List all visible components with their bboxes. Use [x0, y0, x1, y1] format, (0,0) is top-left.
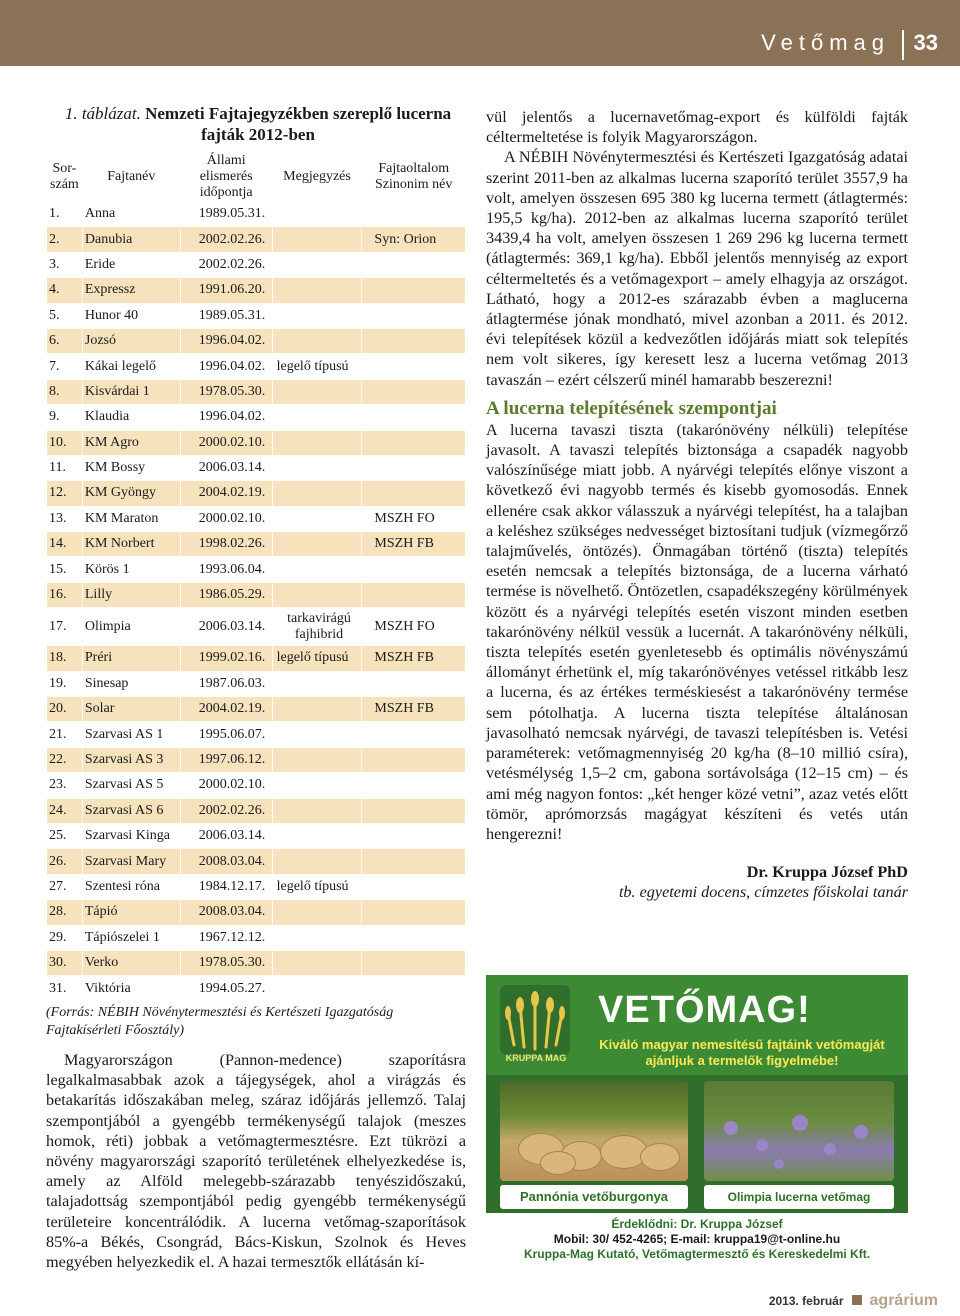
cell-number: 19.	[47, 671, 83, 696]
header-elismeres: Állami elismerés időpontja	[180, 153, 272, 202]
cell-protection	[362, 582, 466, 607]
cell-note	[272, 430, 362, 455]
cell-variety: Tápiószelei 1	[82, 925, 180, 950]
cell-number: 1.	[47, 202, 83, 227]
cell-date: 2000.02.10.	[180, 773, 272, 798]
ad-contact-details: Mobil: 30/ 452-4265; E-mail: kruppa19@t-online.hu	[553, 1232, 841, 1246]
cell-note	[272, 697, 362, 722]
cell-protection	[362, 303, 466, 328]
header-megjegyzes: Megjegyzés	[272, 153, 362, 202]
cell-note	[272, 202, 362, 227]
signature	[486, 862, 908, 902]
cell-protection	[362, 900, 466, 925]
cell-variety: Kisvárdai 1	[82, 379, 180, 404]
cell-number: 5.	[47, 303, 83, 328]
flower-shape	[724, 1121, 738, 1135]
table-row	[47, 379, 466, 404]
cell-variety: Olimpia	[82, 608, 180, 646]
page-number: 33	[913, 30, 938, 55]
cell-date: 2006.03.14.	[180, 608, 272, 646]
cell-number: 13.	[47, 506, 83, 531]
cell-number: 26.	[47, 849, 83, 874]
cell-note	[272, 722, 362, 747]
cell-variety: Lilly	[82, 582, 180, 607]
cell-protection	[362, 747, 466, 772]
cell-variety: Szarvasi AS 5	[82, 773, 180, 798]
table-row	[47, 202, 466, 227]
cell-note	[272, 925, 362, 950]
cell-date: 1987.06.03.	[180, 671, 272, 696]
cell-protection	[362, 773, 466, 798]
cell-protection	[362, 557, 466, 582]
table-row	[47, 722, 466, 747]
cell-variety: Sinesap	[82, 671, 180, 696]
cell-protection	[362, 455, 466, 480]
cell-note	[272, 481, 362, 506]
cell-protection	[362, 874, 466, 899]
cell-variety: Expressz	[82, 278, 180, 303]
table-row	[47, 252, 466, 277]
cell-number: 12.	[47, 481, 83, 506]
cell-variety: Kákai legelő	[82, 354, 180, 379]
advertisement	[486, 975, 908, 1275]
ad-contact-name: Érdeklődni: Dr. Kruppa József	[611, 1217, 783, 1231]
table-row	[47, 532, 466, 557]
cell-number: 29.	[47, 925, 83, 950]
cell-protection	[362, 252, 466, 277]
cell-variety: Szarvasi AS 6	[82, 798, 180, 823]
cell-protection	[362, 823, 466, 848]
header-fajtanev: Fajtanév	[82, 153, 180, 202]
author-title: tb. egyetemi docens, címzetes főiskolai tanár	[618, 883, 908, 902]
cell-date: 1993.06.04.	[180, 557, 272, 582]
cell-number: 28.	[47, 900, 83, 925]
cell-note	[272, 506, 362, 531]
cell-note	[272, 773, 362, 798]
cell-variety: Körös 1	[82, 557, 180, 582]
cell-date: 1978.05.30.	[180, 379, 272, 404]
right-column	[486, 107, 908, 903]
cell-protection	[362, 328, 466, 353]
cell-date: 2006.03.14.	[180, 823, 272, 848]
cell-variety: Danubia	[82, 227, 180, 252]
cell-note: tarkavirágú fajhibrid	[272, 608, 362, 646]
table-row	[47, 773, 466, 798]
cell-protection	[362, 202, 466, 227]
cell-variety: Szarvasi AS 1	[82, 722, 180, 747]
table-source-note: (Forrás: NÉBIH Növénytermesztési és Kertészeti Igazgatóság Fajtakísérleti Főosztály)	[46, 1005, 394, 1038]
table-row	[47, 697, 466, 722]
cell-variety: Viktória	[82, 976, 180, 1001]
cell-protection	[362, 671, 466, 696]
cell-note	[272, 849, 362, 874]
cell-date: 2002.02.26.	[180, 252, 272, 277]
paragraph-continuation: vül jelentős a lucernavetőmag-export és külföldi fajták céltermeltetése is folyik Magyarországon.	[486, 108, 908, 147]
cell-date: 1989.05.31.	[180, 202, 272, 227]
paragraph-statistics: A NÉBIH Növénytermesztési és Kertészeti Igazgatóság adatai szerint 2011-ben az alkalmas lucerna szaporító terület 3557,9 ha volt, amelyen összesen 695 380 kg lucerna termett (átlagtermés: 195,5 kg/ha). 2012-ben az alkalmas lucerna szaporító terület 3439,4 ha volt, amelyen összesen 1 269 296 kg lucerna termett (átlagtermés: 369,1 kg/ha). Ebből jelentős mennyiség az export céltermeltetés és a vetőmagexport – amely elhagyja az országot. Látható, hogy a 2012-es szárazabb évben a maglucerna átlagtermése jónak mondható, mivel azonban a 2011. és 2012. évi telepítések közül a kedvezőtlen időjárás miatt sok telepítés nem volt sikeres, így keresett lesz a lucerna vetőmag 2013 tavaszán – ezért célszerű minél hamarabb beszerezni!	[486, 148, 908, 389]
cell-protection	[362, 430, 466, 455]
table-row	[47, 798, 466, 823]
cell-variety: KM Gyöngy	[82, 481, 180, 506]
cell-note	[272, 303, 362, 328]
cell-number: 16.	[47, 582, 83, 607]
cell-protection: MSZH FO	[362, 506, 466, 531]
table-row	[47, 608, 466, 646]
header-bar	[0, 0, 960, 66]
table-row	[47, 849, 466, 874]
cell-variety: Verko	[82, 950, 180, 975]
cell-date: 2000.02.10.	[180, 430, 272, 455]
potato-photo	[500, 1081, 688, 1181]
cell-number: 24.	[47, 798, 83, 823]
header-separator	[902, 30, 904, 60]
cell-note	[272, 671, 362, 696]
cell-variety: Klaudia	[82, 405, 180, 430]
cell-number: 10.	[47, 430, 83, 455]
cell-date: 1978.05.30.	[180, 950, 272, 975]
cell-date: 2002.02.26.	[180, 227, 272, 252]
cell-number: 6.	[47, 328, 83, 353]
table-row	[47, 278, 466, 303]
cell-number: 4.	[47, 278, 83, 303]
cell-protection	[362, 278, 466, 303]
cell-variety: Szarvasi Mary	[82, 849, 180, 874]
page-footer	[769, 1292, 938, 1310]
cell-note	[272, 455, 362, 480]
table-row	[47, 646, 466, 671]
cell-protection	[362, 976, 466, 1001]
cell-number: 18.	[47, 646, 83, 671]
cell-variety: Hunor 40	[82, 303, 180, 328]
table-row	[47, 900, 466, 925]
cell-variety: Szarvasi Kinga	[82, 823, 180, 848]
table-row	[47, 354, 466, 379]
cell-note	[272, 278, 362, 303]
cell-number: 17.	[47, 608, 83, 646]
ad-company-name: Kruppa-Mag Kutató, Vetőmagtermesztő és Kereskedelmi Kft.	[523, 1247, 871, 1261]
cell-note: legelő típusú	[272, 646, 362, 671]
cell-number: 3.	[47, 252, 83, 277]
table-body	[47, 202, 466, 1002]
cell-protection	[362, 405, 466, 430]
cell-date: 1991.06.20.	[180, 278, 272, 303]
potato-shape	[540, 1151, 576, 1175]
cell-number: 14.	[47, 532, 83, 557]
cell-number: 27.	[47, 874, 83, 899]
cell-note: legelő típusú	[272, 874, 362, 899]
cell-variety: KM Bossy	[82, 455, 180, 480]
cell-variety: KM Maraton	[82, 506, 180, 531]
cell-variety: Tápió	[82, 900, 180, 925]
paragraph-sowing: A lucerna tavaszi tiszta (takarónövény nélküli) telepítése javasolt. A tavaszi telepítés biztonsága a csapadék nagyobb valószínűsége miatt jobb. A nyárvégi telepítés előnye viszont a következő évi nagyobb termés és kisebb gyomosodás. Ennek ellenére csak akkor válasszuk a nyárvégi telepítést, ha a talajban a keléshez szükséges nedvességet biztosítani tudjuk (vízmegőrző talajművelés, öntözés). Önmagában történő (tiszta) telepítés esetén nemcsak a telepítés biztonsága, de a lucerna várható termése is növelhető. Öntözetlen, csapadékszegény körülmények között és a nyárvégi telepítés esetén viszont minden esetben takarónövény nélkül vessük a lucernát. A takarónövény nélküli, tiszta telepítés esetén gyenletesebb és optimális növényszámú állományt érhetünk el, míg takarónövényes vetéssel ritkább lesz a lucerna, és az értékes terméskiesést a takarónövény termése sem pótolhatja. A lucerna tiszta telepítése általánosan javasolható nemcsak nyárvégi, de tavaszi telepítésben is. Vetési paraméterek: vetőmagmennyiség 20 kg/ha (8–10 millió csíra), vetésmélység 1,5–2 cm, gabona sortávolsága (12–15 cm) – és ami még nagyon fontos: „két henger közé vetni”, azaz vetés előtt tömör, aprómorzsás magágyat készíteni és vetés után hengerezni!	[486, 420, 908, 843]
cell-variety: KM Norbert	[82, 532, 180, 557]
table-row	[47, 823, 466, 848]
table-row	[47, 747, 466, 772]
footer-square-icon	[852, 1295, 862, 1305]
cell-number: 2.	[47, 227, 83, 252]
table-row	[47, 671, 466, 696]
cell-protection	[362, 379, 466, 404]
cell-protection	[362, 950, 466, 975]
header-fajtaoltalom: Fajtaoltalom Szinonim név	[362, 153, 466, 202]
cell-number: 9.	[47, 405, 83, 430]
table-row	[47, 976, 466, 1001]
cell-date: 2002.02.26.	[180, 798, 272, 823]
header-sorszam: Sor- szám	[47, 153, 83, 202]
author-name: Dr. Kruppa József PhD	[746, 863, 908, 882]
cell-date: 2008.03.04.	[180, 900, 272, 925]
flower-shape	[756, 1139, 768, 1151]
cell-protection: Syn: Orion	[362, 227, 466, 252]
cell-protection: MSZH FO	[362, 608, 466, 646]
table-row	[47, 506, 466, 531]
cell-date: 1989.05.31.	[180, 303, 272, 328]
cell-date: 1984.12.17.	[180, 874, 272, 899]
cell-note	[272, 379, 362, 404]
potato-shape	[640, 1143, 680, 1171]
table-row	[47, 227, 466, 252]
cell-number: 21.	[47, 722, 83, 747]
cell-protection	[362, 849, 466, 874]
cell-note	[272, 798, 362, 823]
cell-protection	[362, 354, 466, 379]
cell-note	[272, 328, 362, 353]
ad-label-potato: Pannónia vetőburgonya	[500, 1185, 688, 1209]
ad-brand-title: VETŐMAG!	[598, 989, 811, 1031]
section-heading: A lucerna telepítésének szempontjai	[486, 397, 777, 419]
cell-date: 1967.12.12.	[180, 925, 272, 950]
cell-variety: Eride	[82, 252, 180, 277]
cell-number: 30.	[47, 950, 83, 975]
cell-note	[272, 900, 362, 925]
cell-number: 20.	[47, 697, 83, 722]
cell-note	[272, 227, 362, 252]
table-row	[47, 481, 466, 506]
cell-protection: MSZH FB	[362, 697, 466, 722]
flower-shape	[774, 1159, 784, 1169]
cell-date: 2008.03.04.	[180, 849, 272, 874]
cell-number: 23.	[47, 773, 83, 798]
flower-shape	[824, 1143, 836, 1155]
cell-date: 2000.02.10.	[180, 506, 272, 531]
wheat-logo-icon	[500, 985, 570, 1055]
left-body-text: Magyarországon (Pannon-medence) szaporításra legalkalmasabbak azok a tájegységek, ahol a virágzás és betakarítás időszakában meleg, száraz időjárás jellemző. Talaj szempontjából a gyengébb termékenységű talajok (meszes homok, réti) jobbak a vetőmagtermesztésre. Ezt tükrözi a növény magyarországi szaporító területének elhelyezkedése is, amely az Alföld melegebb-szárazabb tenyészidőszakú, talajadottság szempontjából pedig gyengébb termékenységű területeire koncentrálódik. A lucerna vetőmag-szaporítások 85%-a Békés, Csongrád, Bács-Kiskun, Szolnok és Heves megyében helyezkedik el. A hazai termesztők ellátásán kí-	[46, 1051, 466, 1272]
cell-note	[272, 405, 362, 430]
cell-date: 1986.05.29.	[180, 582, 272, 607]
cell-variety: Solar	[82, 697, 180, 722]
cell-date: 2004.02.19.	[180, 481, 272, 506]
table-row	[47, 328, 466, 353]
ad-banner	[486, 975, 908, 1075]
flower-shape	[792, 1115, 808, 1131]
table-row	[47, 874, 466, 899]
table-row	[47, 303, 466, 328]
cell-date: 1996.04.02.	[180, 354, 272, 379]
table-title: Nemzeti Fajtajegyzékben szereplő lucerna fajták 2012-ben	[145, 104, 452, 144]
table-row	[47, 925, 466, 950]
variety-table	[46, 153, 466, 1002]
cell-note	[272, 582, 362, 607]
table-row	[47, 430, 466, 455]
cell-note	[272, 532, 362, 557]
cell-date: 1994.05.27.	[180, 976, 272, 1001]
cell-number: 11.	[47, 455, 83, 480]
ad-tagline: Kiváló magyar nemesítésű fajtáink vetőmagját ajánljuk a termelők figyelmébe!	[599, 1037, 885, 1068]
cell-note	[272, 557, 362, 582]
cell-date: 1996.04.02.	[180, 328, 272, 353]
cell-protection	[362, 798, 466, 823]
cell-protection	[362, 722, 466, 747]
cell-variety: Szentesi róna	[82, 874, 180, 899]
cell-date: 1995.06.07.	[180, 722, 272, 747]
cell-protection: MSZH FB	[362, 532, 466, 557]
cell-note: legelő típusú	[272, 354, 362, 379]
cell-number: 31.	[47, 976, 83, 1001]
ad-contact	[486, 1213, 908, 1275]
table-number: 1. táblázat.	[64, 104, 141, 123]
table-row	[47, 950, 466, 975]
cell-date: 1999.02.16.	[180, 646, 272, 671]
cell-variety: Jozsó	[82, 328, 180, 353]
table-header-row	[47, 153, 466, 202]
cell-number: 25.	[47, 823, 83, 848]
table-row	[47, 557, 466, 582]
alfalfa-photo	[704, 1081, 894, 1181]
cell-note	[272, 747, 362, 772]
ad-label-alfalfa: Olimpia lucerna vetőmag	[704, 1185, 894, 1209]
cell-date: 2006.03.14.	[180, 455, 272, 480]
cell-protection	[362, 481, 466, 506]
footer-brand: agrárium	[869, 1292, 938, 1309]
cell-note	[272, 823, 362, 848]
cell-date: 1996.04.02.	[180, 405, 272, 430]
cell-date: 1998.02.26.	[180, 532, 272, 557]
table-row	[47, 455, 466, 480]
cell-note	[272, 252, 362, 277]
cell-protection: MSZH FB	[362, 646, 466, 671]
cell-protection	[362, 925, 466, 950]
cell-variety: Szarvasi AS 3	[82, 747, 180, 772]
table-row	[47, 405, 466, 430]
cell-note	[272, 950, 362, 975]
cell-number: 7.	[47, 354, 83, 379]
cell-number: 22.	[47, 747, 83, 772]
cell-date: 1997.06.12.	[180, 747, 272, 772]
table-row	[47, 582, 466, 607]
cell-number: 8.	[47, 379, 83, 404]
ad-logo-text: KRUPPA MAG	[505, 1053, 567, 1063]
cell-note	[272, 976, 362, 1001]
cell-number: 15.	[47, 557, 83, 582]
table-caption	[48, 103, 468, 145]
cell-date: 2004.02.19.	[180, 697, 272, 722]
cell-variety: Anna	[82, 202, 180, 227]
footer-date: 2013. február	[768, 1294, 844, 1308]
section-title: Vetőmag	[761, 30, 890, 55]
cell-variety: KM Agro	[82, 430, 180, 455]
flower-shape	[854, 1125, 868, 1139]
cell-variety: Préri	[82, 646, 180, 671]
